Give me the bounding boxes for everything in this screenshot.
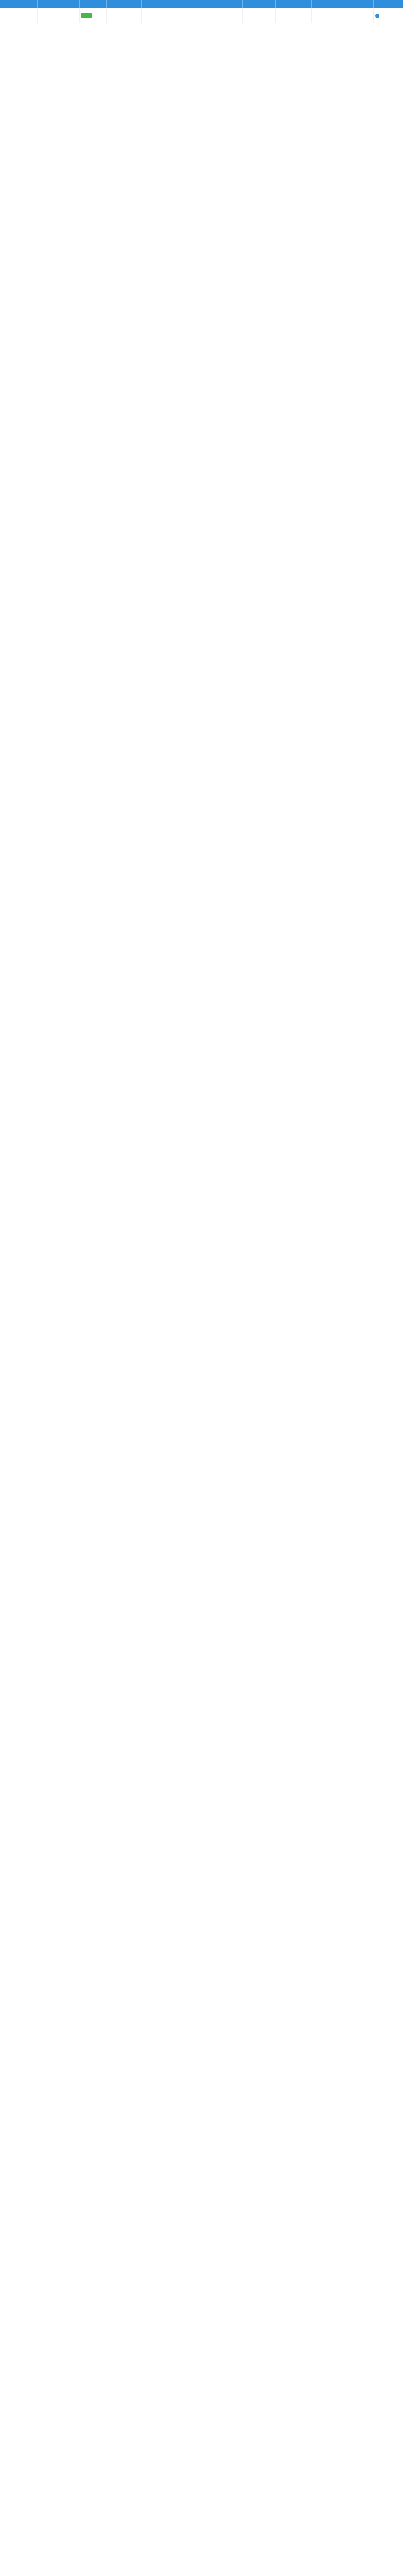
cell-power xyxy=(141,8,158,23)
header-years[interactable] xyxy=(158,0,199,8)
header-badge[interactable] xyxy=(79,0,106,8)
header-fuel[interactable] xyxy=(242,0,275,8)
header-power[interactable] xyxy=(141,0,158,8)
cell-engine xyxy=(106,8,141,23)
cell-make xyxy=(0,8,37,23)
header-status[interactable] xyxy=(373,0,403,8)
header-row xyxy=(0,0,403,8)
cell-extra xyxy=(275,8,311,23)
header-extra[interactable] xyxy=(275,0,311,8)
cell-info xyxy=(311,8,373,23)
cell-code xyxy=(199,8,242,23)
table-header xyxy=(0,0,403,8)
compatibility-badge-icon xyxy=(81,13,92,18)
cell-fuel xyxy=(242,8,275,23)
header-info[interactable] xyxy=(311,0,373,8)
cell-years xyxy=(158,8,199,23)
header-make[interactable] xyxy=(0,0,37,8)
header-model[interactable] xyxy=(37,0,79,8)
cell-status xyxy=(373,8,403,23)
cell-badge xyxy=(79,8,106,23)
status-dot-icon xyxy=(375,14,379,18)
table-row[interactable] xyxy=(0,8,403,23)
header-engine[interactable] xyxy=(106,0,141,8)
cell-model[interactable] xyxy=(37,8,79,23)
compatibility-table xyxy=(0,0,403,23)
header-code[interactable] xyxy=(199,0,242,8)
table-body xyxy=(0,8,403,23)
